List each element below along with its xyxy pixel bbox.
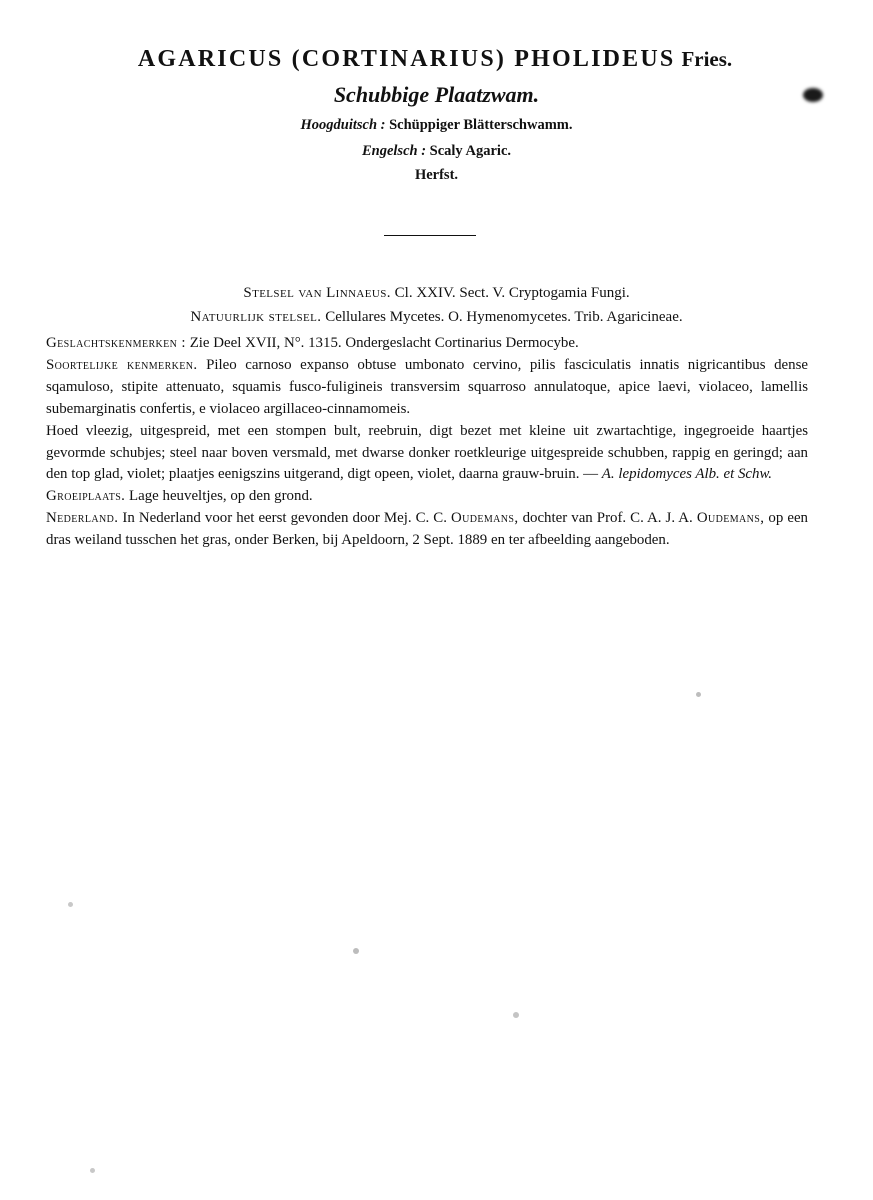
english-label: Engelsch : bbox=[361, 143, 427, 159]
natural-label: Natuurlijk stelsel. bbox=[190, 309, 322, 325]
habitat-paragraph bbox=[46, 486, 808, 508]
habitat-label: Groeiplaats. bbox=[46, 488, 126, 505]
netherlands-paragraph bbox=[46, 508, 808, 552]
ink-speck bbox=[90, 1168, 95, 1173]
netherlands-name-2: Oudemans, bbox=[696, 510, 765, 527]
season: Herfst. bbox=[414, 167, 459, 183]
title-author: Fries. bbox=[681, 47, 733, 71]
title-name: AGARICUS (CORTINARIUS) PHOLIDEUS bbox=[137, 46, 676, 72]
habitat-text: Lage heuveltjes, op den grond. bbox=[129, 488, 313, 505]
linnaeus-text: Cl. XXIV. Sect. V. Cryptogamia Fungi. bbox=[394, 285, 630, 301]
species-label: Soortelijke kenmerken. bbox=[46, 356, 198, 373]
linnaeus-system bbox=[0, 285, 873, 302]
ink-speck bbox=[803, 88, 823, 102]
linnaeus-label: Stelsel van Linnaeus. bbox=[243, 285, 391, 301]
species-paragraph bbox=[46, 355, 808, 421]
species-text: Pileo carnoso expanso obtuse umbonato cervino, pilis fasciculatis innatis nigricantibus dense sqamuloso, stipite attenuato, squamis fusco-fuligineis transversim squarroso annulatoque, apice laevi, violaceo, lamellis subemarginatis confertis, e violaceo argillaceo-cinnamomeis. bbox=[46, 356, 808, 417]
netherlands-text-1: In Nederland voor het eerst gevonden door Mej. C. C. bbox=[122, 510, 447, 527]
ink-speck bbox=[68, 902, 73, 907]
natural-text: Cellulares Mycetes. O. Hymenomycetes. Trib. Agaricineae. bbox=[325, 309, 683, 325]
description-body bbox=[46, 333, 808, 552]
genus-text: Zie Deel XVII, N°. 1315. Ondergeslacht Cortinarius Dermocybe. bbox=[189, 335, 579, 351]
english-name-line bbox=[0, 143, 873, 160]
german-label: Hoogduitsch : bbox=[300, 117, 386, 133]
genus-label: Geslachtskenmerken : bbox=[46, 335, 186, 351]
species-title bbox=[40, 46, 830, 73]
netherlands-label: Nederland. bbox=[46, 510, 119, 527]
netherlands-text-3: op een dras weiland tusschen het gras, onder Berken, bij Apeldoorn, 2 Sept. 1889 en ter afbeelding aangeboden. bbox=[46, 510, 808, 549]
natural-system bbox=[0, 309, 873, 326]
ink-speck bbox=[696, 692, 701, 697]
dutch-name: Schubbige Plaatzwam. bbox=[333, 82, 540, 107]
german-name: Schüppiger Blätterschwamm. bbox=[389, 117, 573, 133]
genus-paragraph bbox=[46, 333, 808, 355]
description-text: Hoed vleezig, uitgespreid, met een stompen bult, reebruin, digt bezet met kleine uit zwartachtige, ingegroeide haartjes gevormde schubjes; steel naar boven versmald, met dwarse donker roetkleurige uitgespreide schubben, rappig en geringd; aan den top glad, violet; plaatjes eenigszins uitgerand, digt opeen, violet, daarna grauw-bruin. — bbox=[46, 422, 808, 483]
english-name: Scaly Agaric. bbox=[429, 143, 512, 159]
netherlands-name-1: Oudemans, bbox=[450, 510, 519, 527]
ink-speck bbox=[513, 1012, 519, 1018]
ink-speck bbox=[353, 948, 359, 954]
netherlands-text-2: dochter van Prof. C. A. J. A. bbox=[522, 510, 693, 527]
synonym: A. lepidomyces Alb. et Schw. bbox=[601, 466, 773, 483]
divider-rule bbox=[384, 235, 476, 236]
description-paragraph bbox=[46, 421, 808, 487]
german-name-line bbox=[0, 117, 873, 134]
